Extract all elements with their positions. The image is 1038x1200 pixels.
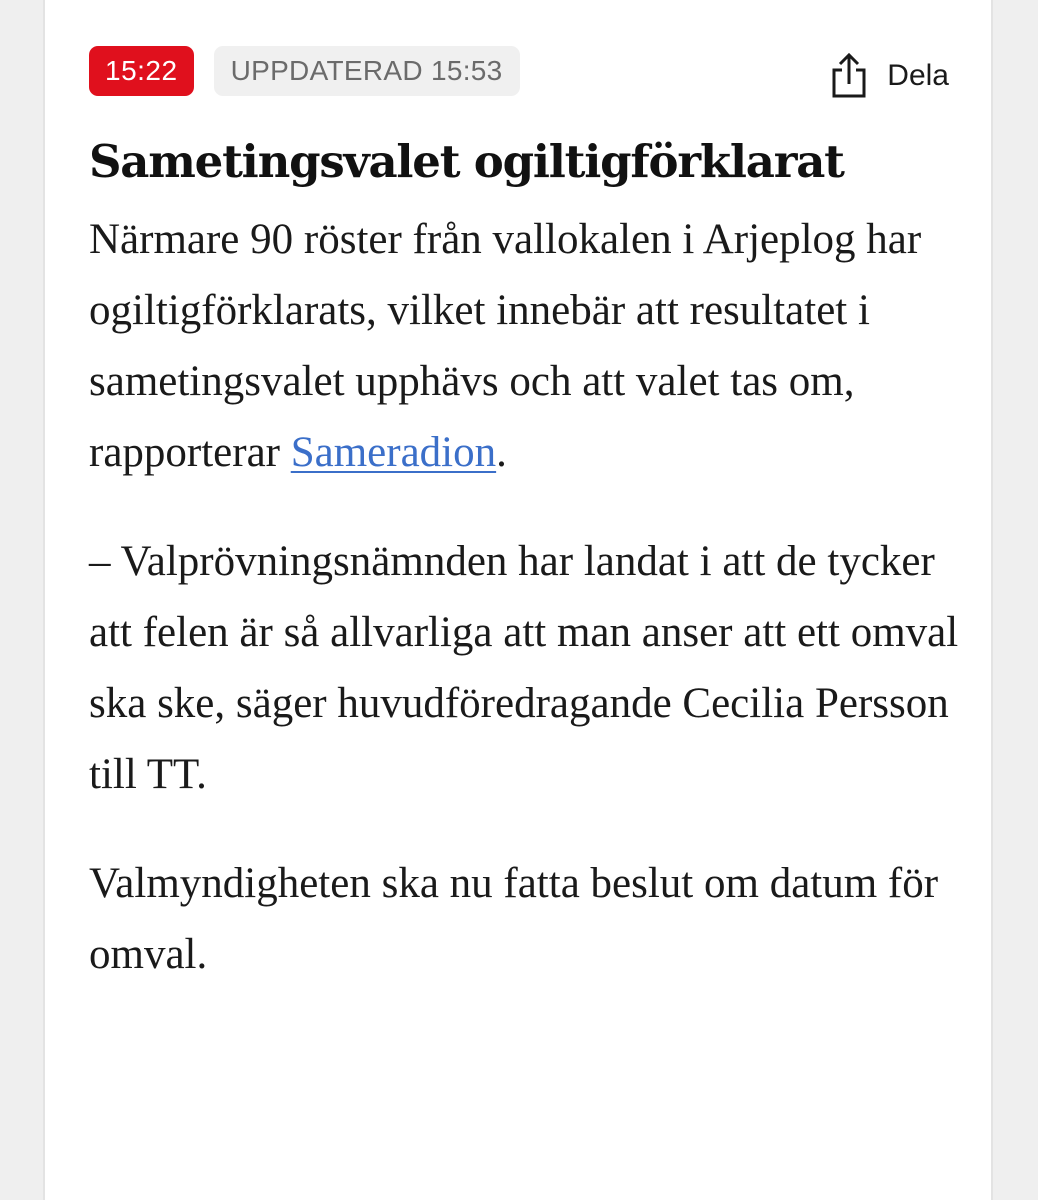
paragraph-3: Valmyndigheten ska nu fatta beslut om datum för omval. <box>89 860 939 978</box>
article-headline: Sametingsvalet ogiltigförklarat <box>89 135 844 188</box>
share-icon <box>829 52 869 100</box>
paragraph-1-end: . <box>496 429 507 476</box>
article-card <box>43 0 993 1200</box>
article-meta <box>89 46 520 96</box>
paragraph-2: – Valprövningsnämnden har landat i att de tycker att felen är så allvarliga att man anser att ett omval ska ske, säger huvudföredragande Cecilia Persson till TT. <box>89 538 959 798</box>
share-button[interactable] <box>829 46 949 106</box>
paragraph-1 <box>89 204 969 488</box>
paragraph-1-text: Närmare 90 röster från vallokalen i Arjeplog har ogiltigförklarats, vilket innebär att resultatet i sametingsvalet upphävs och att valet tas om, rapporterar <box>89 216 922 476</box>
sameradion-link[interactable]: Sameradion <box>290 429 497 476</box>
updated-time-badge: UPPDATERAD 15:53 <box>214 46 520 96</box>
share-label: Dela <box>887 59 949 92</box>
article-body <box>89 204 969 990</box>
published-time-badge: 15:22 <box>89 46 194 96</box>
